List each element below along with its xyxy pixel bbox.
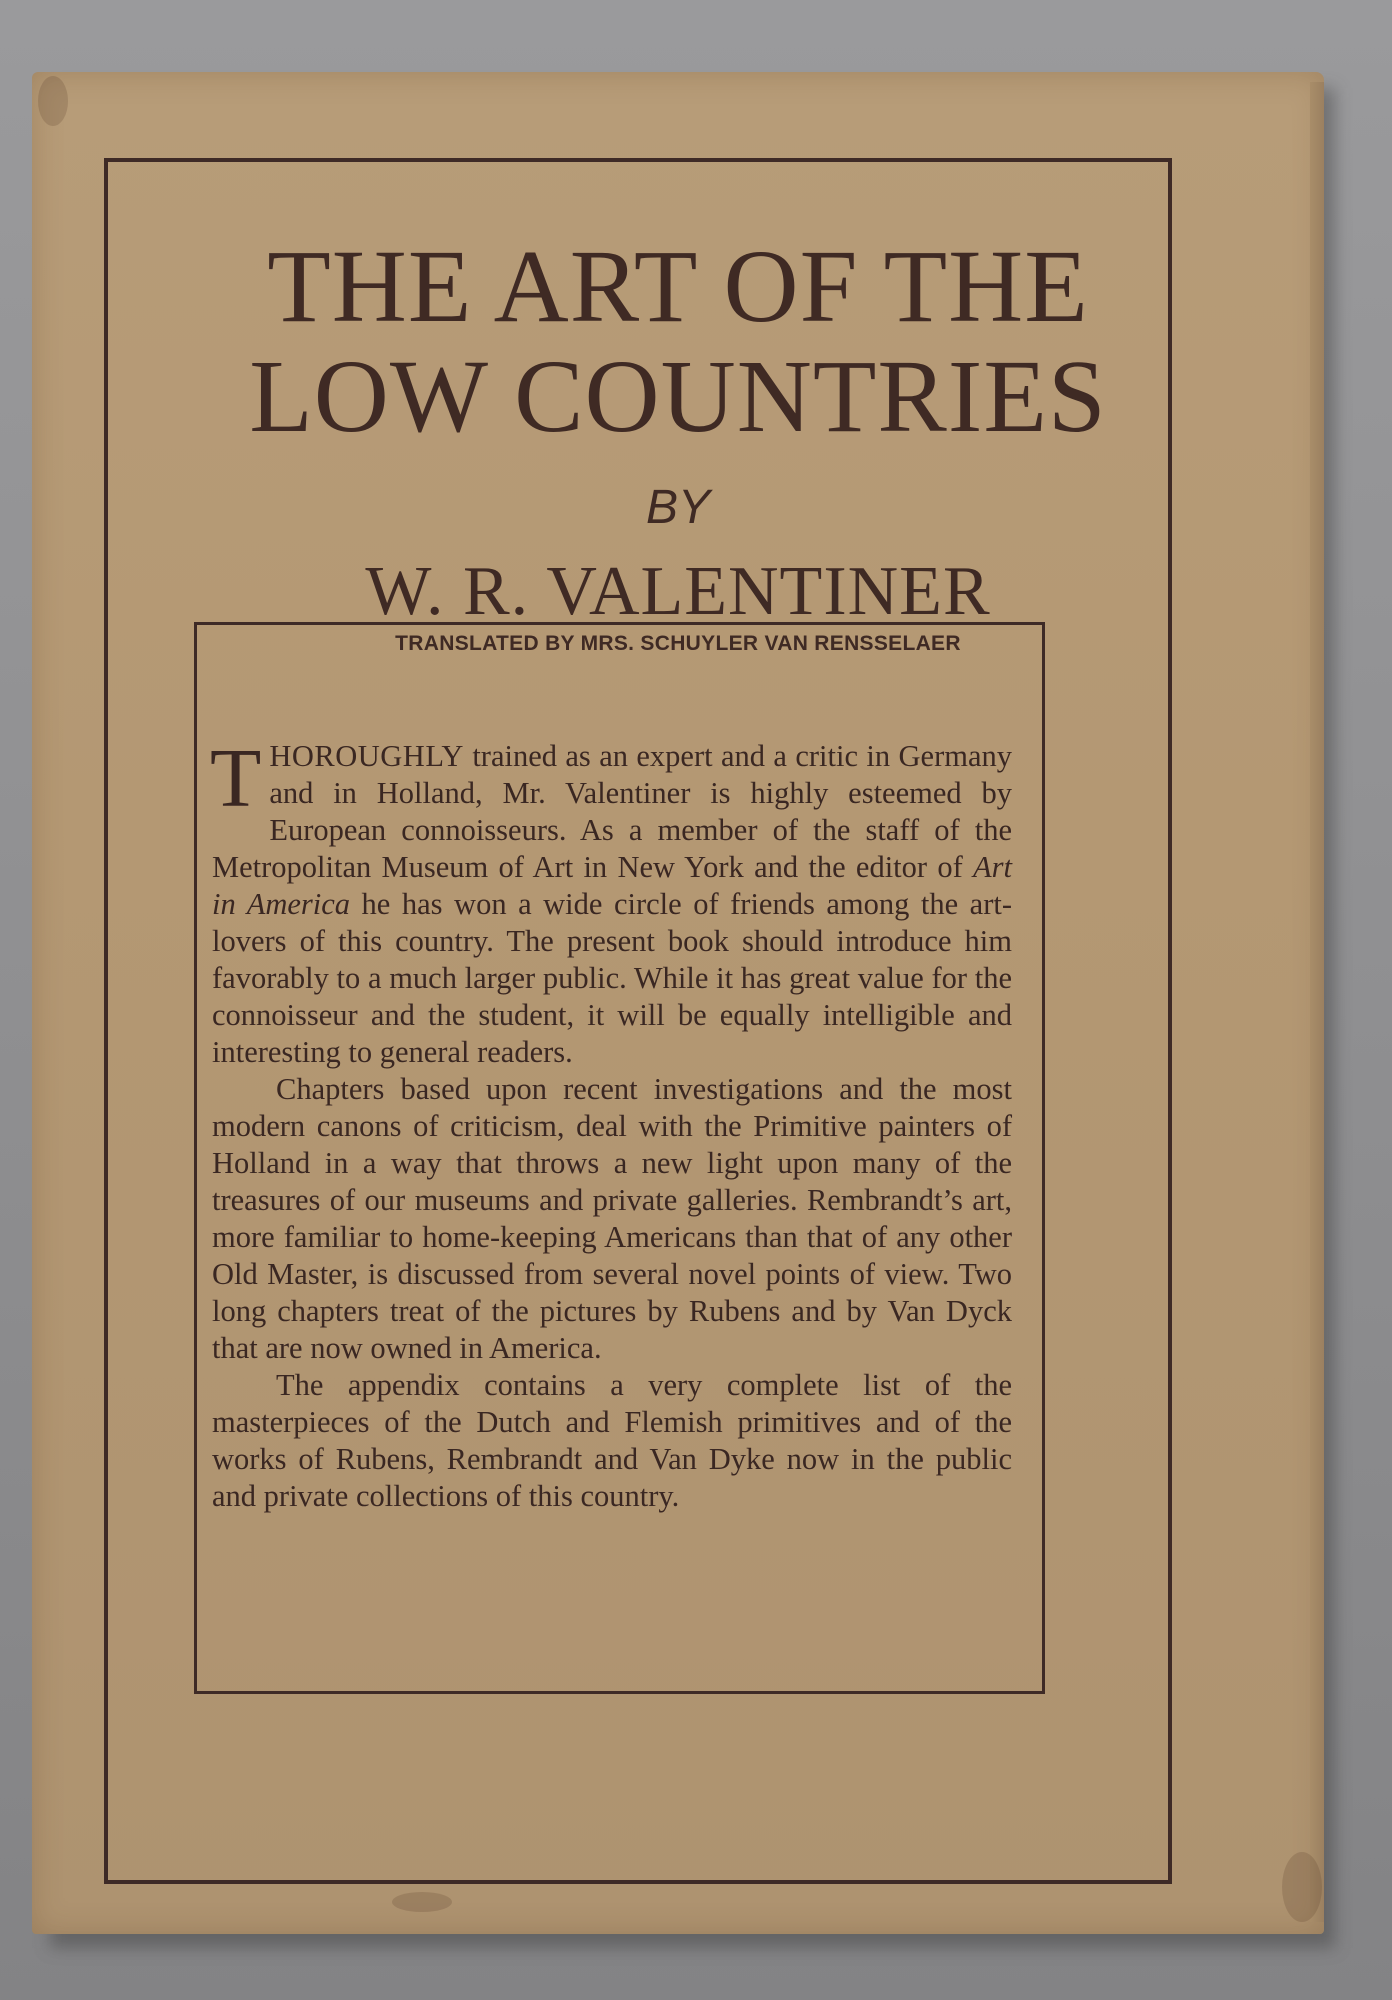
translator-credit: TRANSLATED BY MRS. SCHUYLER VAN RENSSELAER [395, 632, 961, 655]
blurb-paragraph-3: The appendix contains a very complete list of the masterpieces of the Dutch and Flemish primitives and of the works of Rubens, Rembrandt and Van Dyke now in the public and private collections of this country. [212, 1368, 1012, 1513]
blurb-paragraph-1 [210, 732, 1012, 1071]
worn-corner-bottom-right [1282, 1852, 1322, 1922]
magazine-title: Art in America [212, 850, 1012, 921]
worn-corner-top-left [38, 76, 68, 126]
by-line: BY [645, 481, 711, 534]
title-line-2: LOW COUNTRIES [249, 339, 1107, 454]
drop-cap: T [210, 732, 262, 825]
blurb-paragraph-2: Chapters based upon recent investigations and the most modern canons of criticism, deal with the Primitive painters of Holland in a way that throws a new light upon many of the treasures of our museums and private galleries. Rembrandt’s art, more familiar to home-keeping Americans than that of any other Old Master, is discussed from several novel points of view. Two long chapters treat of the pictures by Rubens and by Van Dyck that are now owned in America. [212, 1072, 1012, 1365]
author-name: W. R. VALENTINER [365, 553, 991, 630]
crease-bottom [392, 1892, 452, 1912]
blurb-p1-text-a: trained as an expert and a critic in Germany and in Holland, Mr. Valentiner is highly esteemed by European connoisseurs. As a member of the staff of the Metropolitan Museum of Art in New York and the editor of [212, 739, 1012, 884]
blurb-first-word: HOROUGHLY [269, 739, 464, 773]
blurb-text [210, 732, 1012, 1515]
title-line-1: THE ART OF THE [267, 229, 1089, 344]
blurb-p1-text-b: he has won a wide circle of friends among the art-lovers of this country. The present book should introduce him favorably to a much larger public. While it has great value for the connoisseur and the student, it will be equally intelligible and interesting to general readers. [212, 887, 1012, 1069]
book-title [32, 229, 1324, 454]
